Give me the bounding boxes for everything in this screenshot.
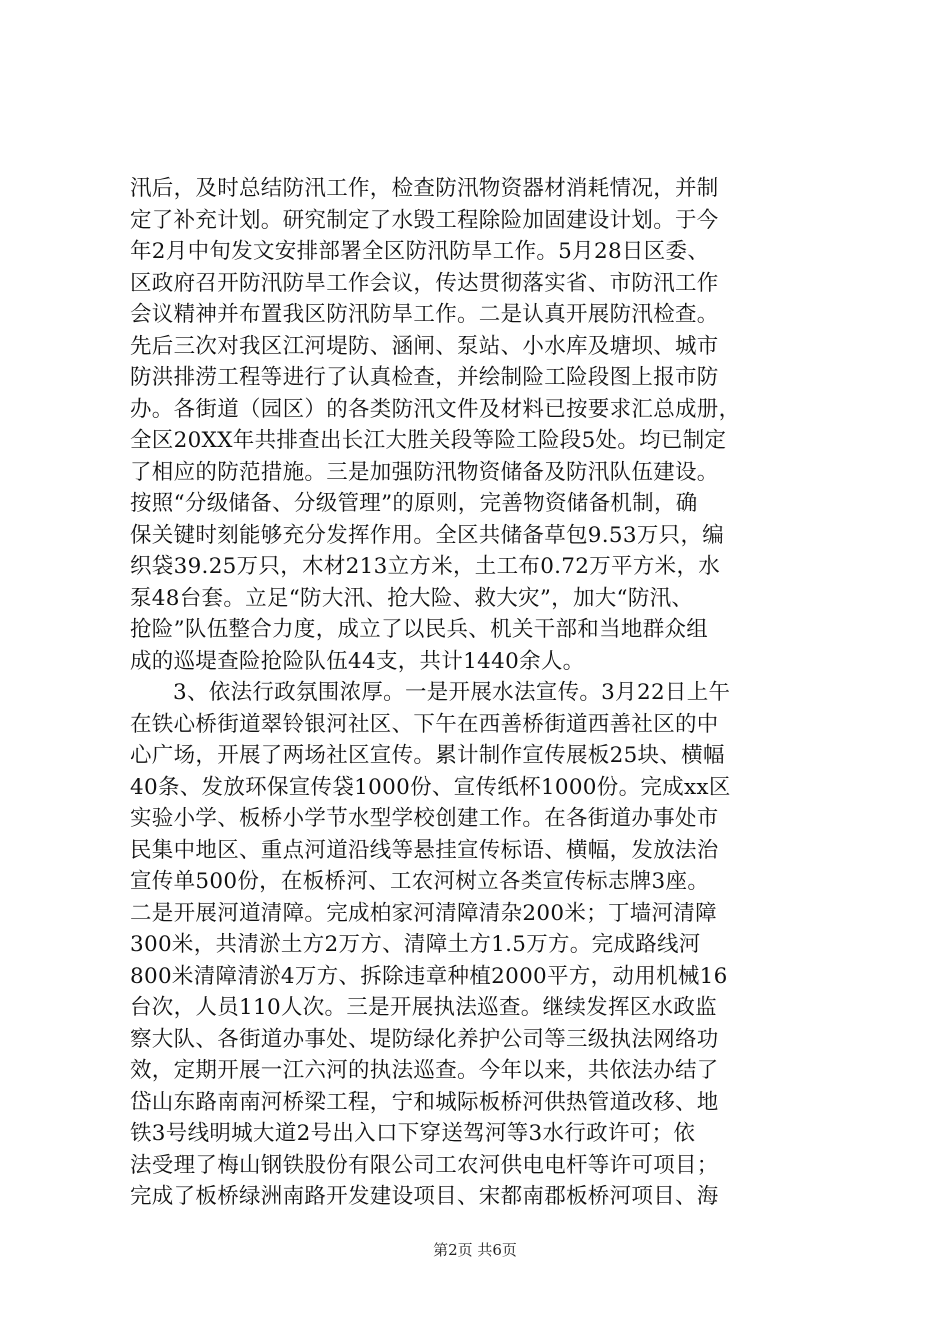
text-line: 宣传单500份，在板桥河、工农河树立各类宣传标志牌3座。	[130, 869, 710, 894]
text-line: 完成了板桥绿洲南路开发建设项目、宋都南郡板桥河项目、海	[130, 1184, 719, 1209]
text-line: 800米清障清淤4万方、拆除违章种植2000平方，动用机械16	[130, 963, 728, 989]
text-line: 台次，人员110人次。三是开展执法巡查。继续发挥区水政监	[130, 995, 717, 1020]
text-line: 办。各街道（园区）的各类防汛文件及材料已按要求汇总成册，	[130, 396, 741, 422]
text-line: 法受理了梅山钢铁股份有限公司工农河供电电杆等许可项目；	[130, 1152, 719, 1178]
text-line: 了相应的防范措施。三是加强防汛物资储备及防汛队伍建设。	[130, 459, 719, 485]
page-footer: 第2页 共6页	[433, 1241, 517, 1259]
text-line: 会议精神并布置我区防汛防旱工作。二是认真开展防汛检查。	[130, 302, 719, 327]
text-line: 成的巡堤查险抢险队伍44支，共计1440余人。	[130, 648, 585, 674]
text-line: 汛后，及时总结防汛工作，检查防汛物资器材消耗情况，并制	[130, 176, 719, 201]
text-line: 效，定期开展一江六河的执法巡查。今年以来，共依法办结了	[130, 1058, 719, 1083]
text-line: 区政府召开防汛防旱工作会议，传达贯彻落实省、市防汛工作	[130, 270, 719, 296]
text-line: 实验小学、板桥小学节水型学校创建工作。在各街道办事处市	[130, 806, 719, 831]
text-line: 300米，共清淤土方2万方、清障土方1.5万方。完成路线河	[130, 932, 701, 957]
body-text	[130, 173, 830, 1213]
text-line: 泵48台套。立足“防大汛、抢大险、救大灾”，加大“防汛、	[130, 585, 694, 611]
text-line: 保关键时刻能够充分发挥作用。全区共储备草包9.53万只，编	[130, 522, 725, 548]
text-line: 民集中地区、重点河道沿线等悬挂宣传标语、横幅，发放法治	[130, 837, 719, 863]
text-line: 二是开展河道清障。完成柏家河清障清杂200米；丁墙河清障	[130, 900, 717, 926]
text-line: 3、依法行政氛围浓厚。一是开展水法宣传。3月22日上午	[173, 680, 731, 705]
text-line: 心广场，开展了两场社区宣传。累计制作宣传展板25块、横幅	[130, 743, 725, 768]
text-line: 在铁心桥街道翠铃银河社区、下午在西善桥街道西善社区的中	[130, 711, 719, 737]
text-line: 先后三次对我区江河堤防、涵闸、泵站、小水库及塘坝、城市	[130, 333, 719, 359]
text-line: 岱山东路南南河桥梁工程，宁和城际板桥河供热管道改移、地	[130, 1089, 719, 1115]
text-line: 全区20XX年共排查出长江大胜关段等险工险段5处。均已制定	[130, 428, 727, 453]
text-line: 定了补充计划。研究制定了水毁工程除险加固建设计划。于今	[130, 207, 719, 233]
text-line: 40条、发放环保宣传袋1000份、宣传纸杯1000份。完成xx区	[130, 774, 731, 800]
text-line: 织袋39.25万只，木材213立方米，土工布0.72万平方米，水	[130, 554, 721, 579]
text-line: 铁3号线明城大道2号出入口下穿送驾河等3水行政许可；依	[130, 1121, 696, 1146]
text-line: 防洪排涝工程等进行了认真检查，并绘制险工险段图上报市防	[130, 365, 719, 390]
text-line: 按照“分级储备、分级管理”的原则，完善物资储备机制，确	[130, 491, 698, 516]
text-line: 察大队、各街道办事处、堤防绿化养护公司等三级执法网络功	[130, 1026, 719, 1052]
text-line: 抢险”队伍整合力度，成立了以民兵、机关干部和当地群众组	[130, 617, 709, 642]
text-line: 年2月中旬发文安排部署全区防汛防旱工作。5月28日区委、	[130, 239, 710, 264]
